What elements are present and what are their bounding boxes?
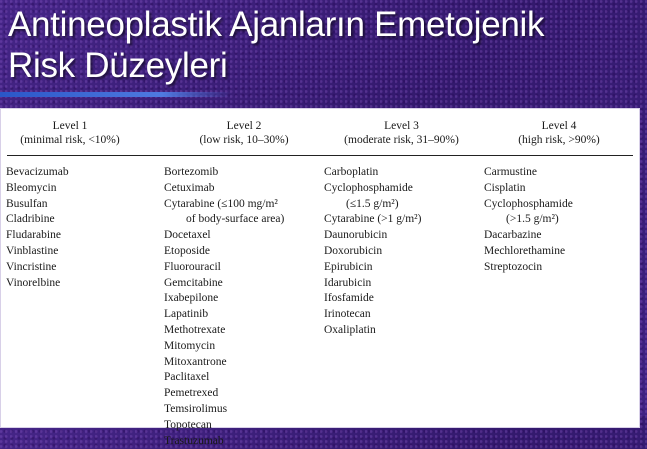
drug-item: Docetaxel <box>164 229 211 242</box>
level-3-header <box>324 119 479 147</box>
drug-item: Cetuximab <box>164 181 215 194</box>
level-3-risk: (moderate risk, 31–90%) <box>344 134 459 146</box>
drug-item: Idarubicin <box>324 276 372 289</box>
drug-item: Streptozocin <box>484 260 543 273</box>
drug-item: Oxaliplatin <box>324 323 376 336</box>
drug-item: Fludarabine <box>6 229 61 242</box>
drug-item: Bortezomib <box>164 166 219 178</box>
slide-title-line-1: Antineoplastik Ajanların Emetojenik <box>8 5 545 44</box>
drug-item: Vinorelbine <box>6 276 61 289</box>
drug-item: Cytarabine (>1 g/m²) <box>324 213 422 226</box>
drug-item: Temsirolimus <box>164 402 228 415</box>
drug-item: Ifosfamide <box>324 292 374 305</box>
drug-item: Trastuzumab <box>164 434 224 447</box>
level-2-title: Level 2 <box>226 120 262 132</box>
slide-title <box>8 4 638 86</box>
drug-item: Gemcitabine <box>164 276 223 289</box>
drug-item: Etoposide <box>164 244 210 257</box>
drug-item: Cisplatin <box>484 181 526 194</box>
level-2-risk: (low risk, 10–30%) <box>199 134 289 146</box>
drug-item: Cladribine <box>6 213 55 226</box>
level-4-title: Level 4 <box>541 120 577 132</box>
level-1-risk: (minimal risk, <10%) <box>20 134 120 146</box>
drug-item: Daunorubicin <box>324 229 388 242</box>
drug-item: Vincristine <box>6 260 57 273</box>
drug-item: Bevacizumab <box>6 166 69 178</box>
drug-item: Irinotecan <box>324 308 371 321</box>
drug-item: Mitoxantrone <box>164 355 227 368</box>
drug-item: Carboplatin <box>324 166 379 178</box>
emetogenic-risk-table <box>0 108 640 447</box>
level-3-title: Level 3 <box>384 120 419 132</box>
drug-item: Mechlorethamine <box>484 244 566 257</box>
drug-item-note: (>1.5 g/m²) <box>506 213 559 226</box>
level-4-header <box>484 119 634 147</box>
drug-item: Mitomycin <box>164 339 216 352</box>
level-3-column <box>324 119 484 336</box>
level-4-drug-list <box>484 165 573 276</box>
level-2-header <box>164 119 324 147</box>
drug-item: Ixabepilone <box>164 292 219 305</box>
drug-item: Carmustine <box>484 166 538 178</box>
level-4-column <box>484 119 634 273</box>
drug-item: Busulfan <box>6 197 48 210</box>
level-4-risk: (high risk, >90%) <box>518 134 600 146</box>
title-accent-bar <box>0 92 232 97</box>
header-divider <box>7 155 633 156</box>
drug-item-note: (≤1.5 g/m²) <box>346 197 399 210</box>
level-1-title: Level 1 <box>52 120 88 132</box>
drug-item: Paclitaxel <box>164 371 210 384</box>
drug-item: Cytarabine (≤100 mg/m² <box>164 197 278 210</box>
drug-item-note: of body-surface area) <box>186 213 285 226</box>
drug-item: Fluorouracil <box>164 260 221 273</box>
level-1-header <box>6 119 134 147</box>
level-1-drug-list <box>6 165 69 291</box>
level-2-column <box>164 119 324 447</box>
drug-item: Epirubicin <box>324 260 373 273</box>
slide-title-line-2: Risk Düzeyleri <box>8 46 228 85</box>
drug-item: Dacarbazine <box>484 229 542 242</box>
drug-item: Methotrexate <box>164 323 226 336</box>
level-1-column <box>6 119 134 289</box>
level-2-drug-list <box>164 165 284 449</box>
drug-item: Cyclophosphamide <box>324 181 413 194</box>
drug-item: Pemetrexed <box>164 387 219 400</box>
drug-item: Lapatinib <box>164 308 209 321</box>
level-3-drug-list <box>324 165 421 339</box>
drug-item: Cyclophosphamide <box>484 197 573 210</box>
drug-item: Bleomycin <box>6 181 57 194</box>
drug-item: Doxorubicin <box>324 244 383 257</box>
drug-item: Topotecan <box>164 418 212 431</box>
drug-item: Vinblastine <box>6 244 59 257</box>
